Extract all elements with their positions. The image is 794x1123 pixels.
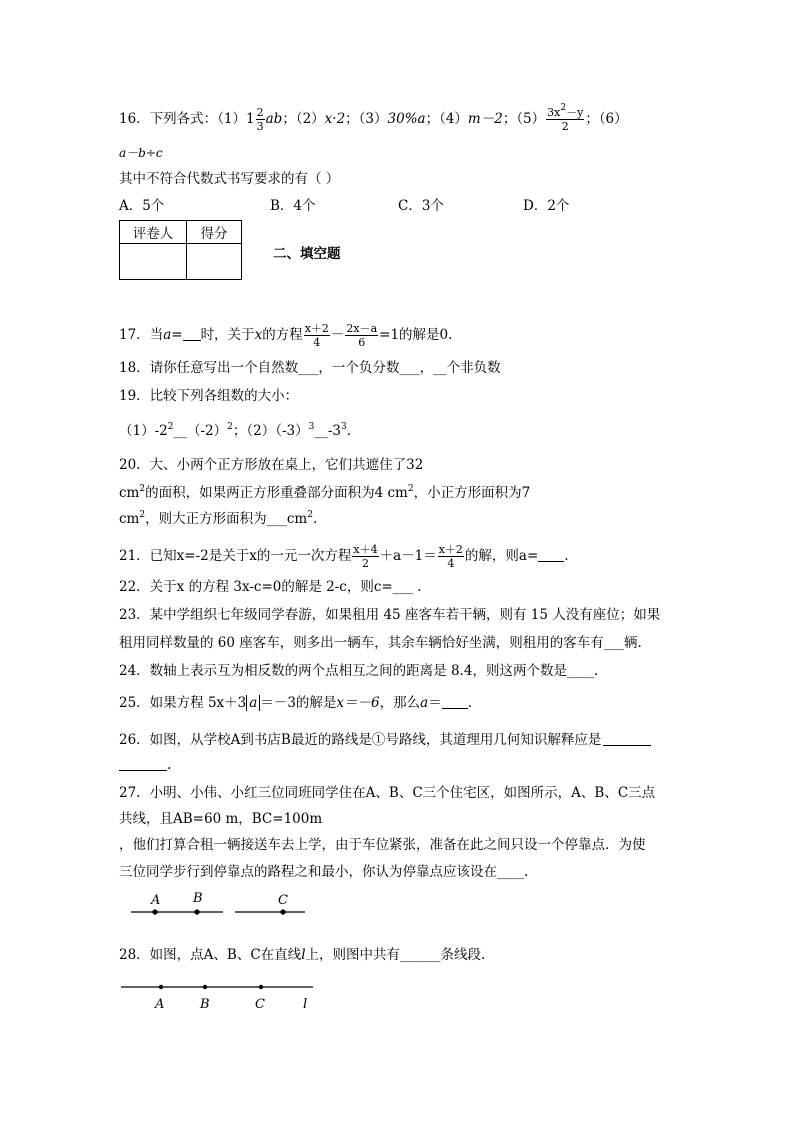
q27-point-c — [280, 909, 285, 914]
score-table-grader-cell — [120, 244, 187, 280]
q16-item4-expr: m－2 — [467, 111, 503, 127]
q27-figure — [125, 888, 315, 920]
q18: 18．请你任意写出一个自然数___，一个负分数___，__个非负数 — [119, 360, 501, 376]
q28-label-l: l — [303, 997, 308, 1012]
q28-label-a: A — [155, 997, 165, 1012]
q16-option-b: B．4个 — [270, 198, 316, 214]
q16-question: 其中不符合代数式书写要求的有（ ） — [119, 171, 340, 187]
q19-line1: 19．比较下列各组数的大小： — [119, 388, 299, 404]
q28-figure — [117, 980, 317, 1014]
q22: 22．关于x 的方程 3x-c=0的解是 2-c，则c=___ . — [119, 579, 422, 595]
q19-line2: $(1)-2^2\_\_(-2)^2$；$(2)(-3)^3\_\_-3^3$. — [119, 422, 352, 439]
q16-item4-label: （4） — [439, 111, 468, 127]
q27-line4: 三位同学步行到停靠点的路程之和最小，你认为停靠点应该设在____. — [119, 864, 529, 880]
q21-fraction1: $\frac{x+4}{2}$ — [353, 543, 378, 570]
q16-item5-fraction: $\frac{3x^2-y}{2}$ — [547, 103, 584, 133]
q16-line1: 16．下列各式：（1）1 $\frac{2}{3}$ ab；（2）x·2；（3）30%a；（4）m－2；（5） $\frac{3x^2-y}{2}$ ；（6） — [119, 103, 628, 133]
q17-number: 17． — [119, 327, 150, 343]
score-table-score-cell — [187, 244, 242, 280]
q25-answer-blank — [442, 694, 468, 709]
q16-item1-var: ab — [265, 111, 283, 127]
q27-point-a — [152, 909, 157, 914]
q16-item1-whole: 1 — [246, 111, 255, 127]
q25-abs: a — [246, 695, 260, 711]
q21-answer-blank — [538, 547, 564, 562]
q17: 17．当a= 时，关于x的方程 $\frac{x+2}{4}$ － $\frac{2x-a}{6}$ =1的解是0. — [119, 322, 453, 349]
q16-item1-fraction: $\frac{2}{3}$ — [256, 106, 264, 133]
q27-line1: 27．小明、小伟、小红三位同班同学住在A、B、C三个住宅区，如图所示，A、B、C三点 — [119, 785, 656, 801]
q20-line3: $cm^2$，则大正方形面积为$\_\_\_cm^2$. — [119, 510, 318, 527]
q16-number: 16． — [119, 111, 150, 127]
q26-answer-blank-2 — [119, 756, 167, 771]
score-table-grader-header: 评卷人 — [120, 221, 187, 244]
q27-line3: ，他们打算合租一辆接送车去上学，由于车位紧张，准备在此之间只设一个停靠点．为使 — [119, 837, 646, 853]
q16-lead: 下列各式： — [149, 111, 218, 127]
q28-point-c — [259, 985, 263, 989]
section-title: 二、填空题 — [273, 246, 341, 262]
q16-item3-expr: 30%a — [387, 111, 426, 127]
q16-item3-label: （3） — [358, 111, 388, 127]
q23-line1: 23．某中学组织七年级同学春游，如果租用 45 座客车若干辆，则有 15 人没有座位；如果 — [119, 607, 661, 623]
q17-answer-blank — [183, 326, 201, 341]
q28-point-b — [203, 985, 207, 989]
q20-line2: $cm^2$的面积，如果两正方形重叠部分面积为4 $cm^2$，小正方形面积为7 — [119, 484, 531, 501]
q27-line2: 共线，且AB=60 m，BC=100m — [119, 811, 323, 827]
q26-line1: 26．如图，从学校A到书店B最近的路线是①号路线，其道理用几何知识解释应是 — [119, 731, 651, 749]
q21: 21．已知x=-2是关于x的一元一次方程 $\frac{x+4}{2}$ ＋a－1＝ $\frac{x+2}{4}$ 的解，则a= . — [119, 543, 569, 570]
q16-option-c: C．3个 — [398, 198, 444, 214]
q16-item6-label: （6） — [598, 111, 628, 127]
q20-line1: 20．大、小两个正方形放在桌上，它们共遮住了32 — [119, 457, 424, 473]
q17-fraction1: $\frac{x+2}{4}$ — [304, 322, 329, 349]
q28: 28．如图，点A、B、C在直线l上，则图中共有______条线段. — [119, 947, 486, 963]
q16-item5-label: （5） — [516, 111, 546, 127]
q24: 24．数轴上表示互为相反数的两个点相互之间的距离是 8.4，则这两个数是____. — [119, 663, 599, 679]
q27-label-c: C — [278, 893, 288, 908]
q26-line2: . — [119, 756, 171, 774]
q27-label-b: B — [193, 891, 203, 906]
q16-option-a: A．5个 — [119, 198, 165, 214]
q27-label-a: A — [151, 893, 161, 908]
q21-fraction2: $\frac{x+2}{4}$ — [438, 543, 463, 570]
q28-label-b: B — [200, 997, 210, 1012]
q27-point-b — [194, 909, 199, 914]
q16-item2-expr: x·2 — [324, 111, 346, 127]
q16-option-d: D．2个 — [523, 198, 570, 214]
score-table-score-header: 得分 — [187, 221, 242, 244]
q16-item6-expr: a－b÷c — [119, 146, 163, 160]
q16-item2-label: （2） — [295, 111, 325, 127]
score-table — [119, 220, 242, 280]
q16-item1-label: （1） — [217, 111, 247, 127]
q26-answer-blank — [603, 731, 651, 746]
q23-line2: 租用同样数量的 60 座客车，则多出一辆车，其余车辆恰好坐满，则租用的客车有___辆. — [119, 635, 642, 651]
q17-fraction2: $\frac{2x-a}{6}$ — [346, 322, 378, 349]
q25: 25．如果方程 5x＋3 a ＝－3的解是x＝－6，那么a＝ . — [119, 695, 472, 711]
q28-label-c: C — [255, 997, 265, 1012]
q28-point-a — [159, 985, 163, 989]
